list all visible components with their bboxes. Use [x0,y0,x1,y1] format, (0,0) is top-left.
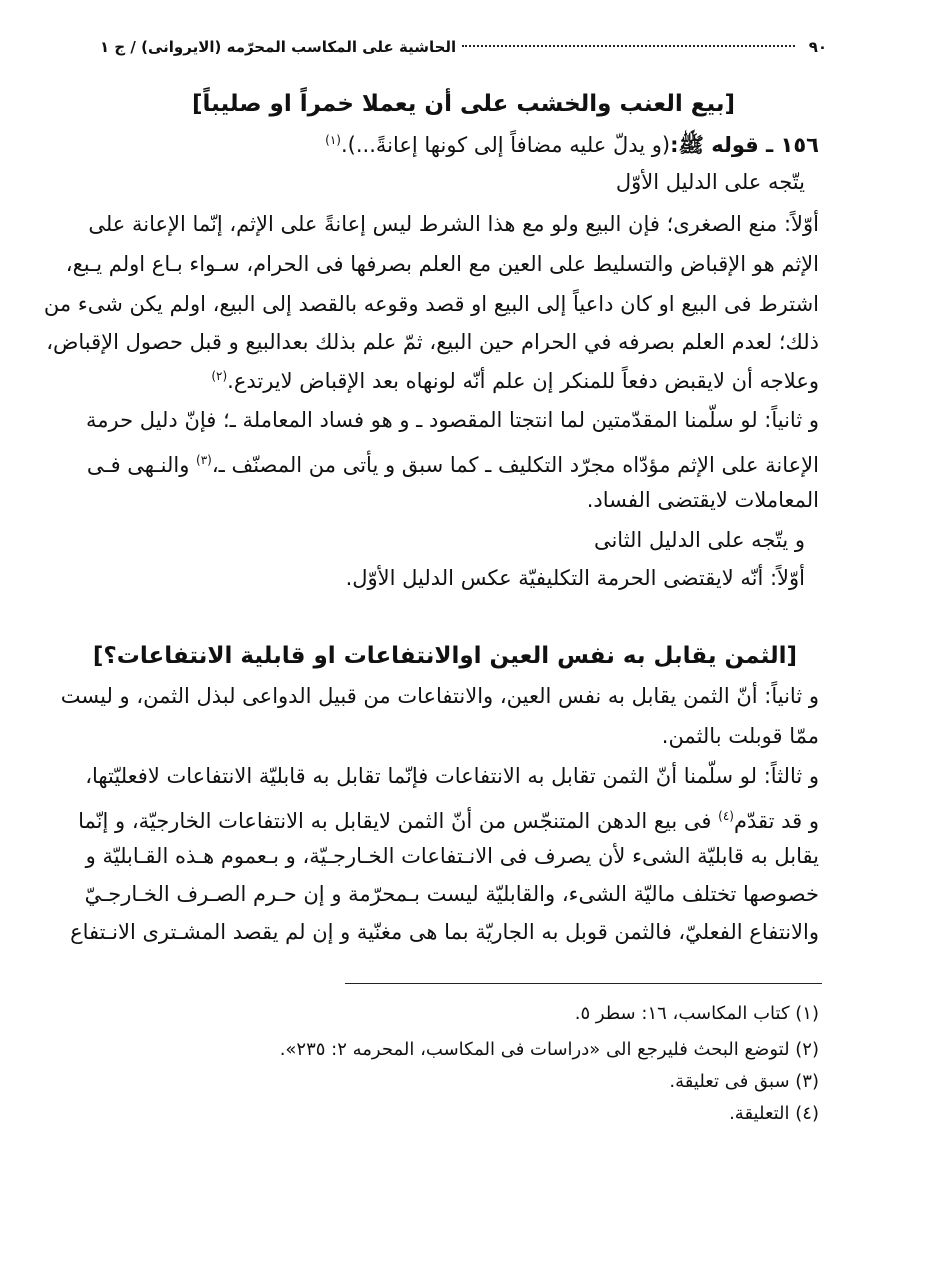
footnote-ref-2: (٢) [211,369,228,383]
running-title: الحاشية على المكاسب المحرّمه (الايروانى) / ج ١ [100,38,457,56]
footnote-ref-4: (٤) [718,809,734,823]
page-header [100,34,827,60]
footnote-separator [345,983,822,984]
body-line: أوّلاً: منع الصغرى؛ فإن البيع ولو مع هذا الشرط ليس إعانةً على الإثم، إنّما الإعانة على [88,212,819,236]
body-line: و ثالثاً: لو سلّمنا أنّ الثمن تقابل به الانتفاعات فإنّما تقابل به قابليّة الانتفاعات لافعليّتها، [85,764,819,788]
footnote-1: (١) كتاب المكاسب، ١٦: سطر ٥. [574,1003,819,1024]
body-line-text: وعلاجه أن لايقبض دفعاً للمنكر إن علم أنّه لونهاه بعد الإقباض لايرتدع. [227,369,819,393]
body-line [86,442,819,483]
body-line: يتّجه على الدليل الأوّل [615,170,805,194]
body-line-text: فى بيع الدهن المتنجّس من أنّ الثمن لايقابل به الانتفاعات الخارجيّة، و إنّما [78,809,719,833]
item-label: ١٥٦ ـ قوله ﷺ: [670,133,819,157]
body-line: خصوصها تختلف ماليّة الشىء، والقابليّة ليست بـمحرّمة و إن حـرم الصـرف الخـارجـيّ [84,882,819,906]
body-line: والانتفاع الفعليّ، فالثمن قوبل به الجاريّة بما هى مغنّية و إن لم يقصد المشـترى الانـتفاع [70,920,819,944]
footnote-4: (٤) التعليقة. [729,1103,819,1124]
body-line: المعاملات لايقتضى الفساد. [586,488,819,512]
body-line-text: والنـهى فـى [86,453,197,477]
footnote-ref-1: (١) [325,133,341,147]
body-line: يقابل به قابليّة الشىء لأن يصرف فى الانـتفاعات الخـارجـيّة، و بـعموم هـذه القـابليّة و [85,844,819,868]
body-line [108,358,819,399]
body-line: اشترط فى البيع او كان داعياً إلى البيع او قصد وقوعه بالقصد إلى البيع، اولم يكن شىء من [43,292,819,316]
item-quote: (و يدلّ عليه مضافاً إلى كونها إعانةً...). [340,133,671,157]
body-line-text: و قد تقدّم [733,809,819,833]
body-line: الإثم هو الإقباض والتسليط على العين مع العلم بصرفها فى الحرام، سـواء بـاع اولم يـبع، [65,252,819,276]
body-line [78,798,819,839]
body-line: ممّا قوبلت بالثمن. [661,724,819,748]
page-number: ٩٠ [808,38,827,56]
section-heading-1: [بيع العنب والخشب على أن يعملا خمراً او صليباً] [192,91,735,117]
footnote-3: (٣) سبق فى تعليقة. [669,1071,819,1092]
body-line: و ثانياً: لو سلّمنا المقدّمتين لما انتجتا المقصود ـ و هو فساد المعاملة ـ؛ فإنّ دليل حرمة [86,408,819,432]
header-dot-leader [462,41,795,47]
body-line: ذلك؛ لعدم العلم بصرفه في الحرام حين البيع، ثمّ علم بذلك بعدالبيع و قبل حصول الإقباض، [46,330,819,354]
commentary-item-156 [108,122,819,163]
footnote-ref-3: (٣) [196,453,212,467]
body-line: أوّلاً: أنّه لايقتضى الحرمة التكليفيّة عكس الدليل الأوّل. [345,566,805,590]
body-line: و يتّجه على الدليل الثانى [593,528,805,552]
body-line-text: الإعانة على الإثم مؤدّاه مجرّد التكليف ـ كما سبق و يأتى من المصنّف ـ، [211,453,819,477]
section-heading-2: [الثمن يقابل به نفس العين اوالانتفاعات او قابلية الانتفاعات؟] [92,643,797,669]
footnote-2: (٢) لتوضع البحث فليرجع الى «دراسات فى المكاسب، المحرمه ٢: ٢٣٥». [279,1039,819,1060]
body-line: و ثانياً: أنّ الثمن يقابل به نفس العين، والانتفاعات من قبيل الدواعى لبذل الثمن، و ليست [60,684,819,708]
